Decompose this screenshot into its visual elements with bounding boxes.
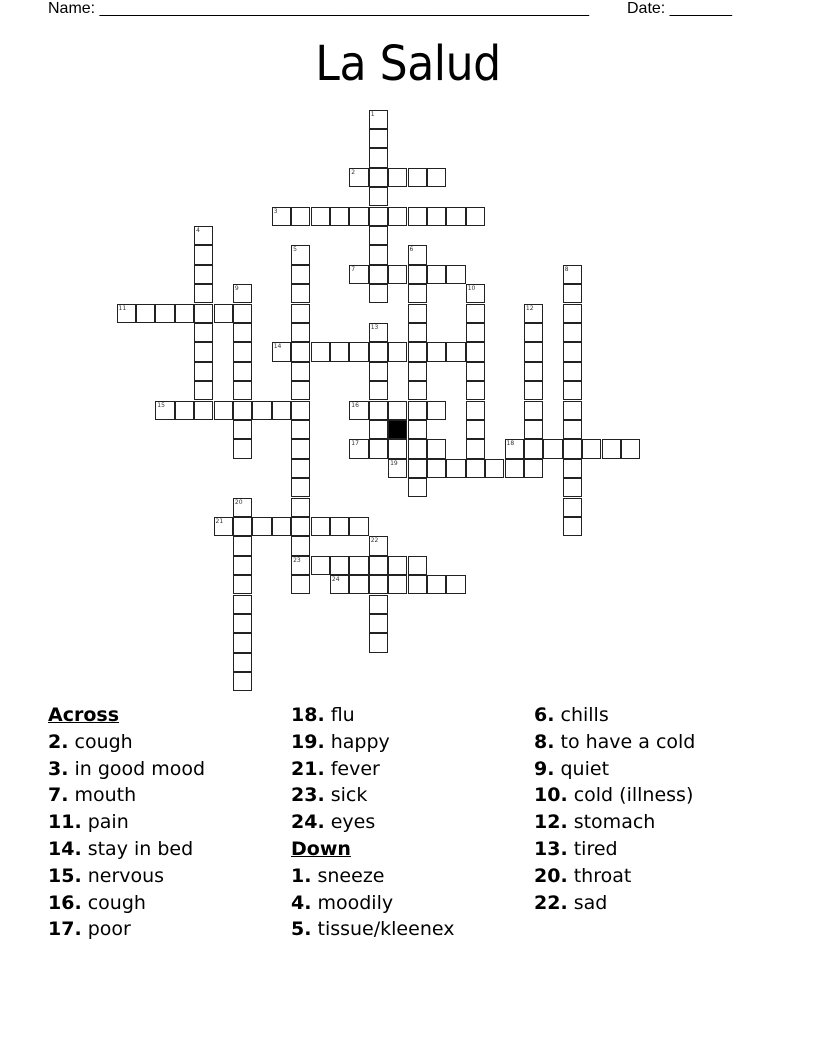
grid-cell[interactable] xyxy=(272,207,291,226)
grid-cell[interactable] xyxy=(582,439,601,458)
grid-cell[interactable] xyxy=(291,342,310,361)
grid-cell[interactable] xyxy=(330,517,349,536)
grid-cell[interactable] xyxy=(524,304,543,323)
clue-text: eyes xyxy=(324,811,376,834)
grid-cell[interactable] xyxy=(369,595,388,614)
clue-heading: Down xyxy=(291,837,351,860)
grid-cell[interactable] xyxy=(446,575,465,594)
grid-cell[interactable] xyxy=(427,575,446,594)
grid-cell[interactable] xyxy=(388,168,407,187)
clue-number: 5 xyxy=(293,246,297,254)
grid-cell[interactable] xyxy=(214,517,233,536)
grid-cell[interactable] xyxy=(233,633,252,652)
grid-cell[interactable] xyxy=(233,672,252,691)
grid-cell[interactable] xyxy=(369,110,388,129)
grid-cell[interactable] xyxy=(369,381,388,400)
grid-cell[interactable] xyxy=(291,265,310,284)
grid-cell[interactable] xyxy=(233,536,252,555)
grid-cell[interactable] xyxy=(408,168,427,187)
grid-cell[interactable] xyxy=(369,284,388,303)
grid-cell[interactable] xyxy=(291,304,310,323)
clue-item xyxy=(534,836,695,863)
grid-cell[interactable] xyxy=(369,168,388,187)
grid-cell[interactable] xyxy=(621,439,640,458)
clue-text: cold (illness) xyxy=(567,784,694,807)
grid-cell[interactable] xyxy=(369,439,388,458)
clue-item xyxy=(48,809,205,836)
grid-cell[interactable] xyxy=(446,342,465,361)
clue-item xyxy=(291,782,454,809)
grid-cell[interactable] xyxy=(291,536,310,555)
grid-cell[interactable] xyxy=(563,498,582,517)
grid-cell[interactable] xyxy=(408,401,427,420)
date-field-label: Date: _______ xyxy=(627,0,732,17)
grid-cell[interactable] xyxy=(408,575,427,594)
clue-item xyxy=(291,756,454,783)
grid-cell[interactable] xyxy=(563,478,582,497)
clue-number-label: 22. xyxy=(534,891,568,914)
grid-cell[interactable] xyxy=(272,342,291,361)
clue-number-label: 4. xyxy=(291,891,312,914)
clue-text: fever xyxy=(324,757,380,780)
grid-cell[interactable] xyxy=(408,381,427,400)
grid-cell[interactable] xyxy=(291,323,310,342)
clue-text: quiet xyxy=(554,757,610,780)
clue-item xyxy=(291,729,454,756)
clue-number: 14 xyxy=(273,343,282,351)
grid-cell[interactable] xyxy=(408,245,427,264)
grid-cell[interactable] xyxy=(194,226,213,245)
clue-number: 19 xyxy=(390,459,398,467)
grid-cell[interactable] xyxy=(543,439,562,458)
grid-cell[interactable] xyxy=(369,148,388,167)
grid-cell[interactable] xyxy=(194,284,213,303)
grid-cell[interactable] xyxy=(175,304,194,323)
grid-cell[interactable] xyxy=(349,575,368,594)
grid-cell[interactable] xyxy=(233,439,252,458)
clue-text: sick xyxy=(324,784,368,807)
clue-number: 4 xyxy=(196,226,200,234)
grid-cell[interactable] xyxy=(291,381,310,400)
clue-item xyxy=(48,782,205,809)
clue-text: cough xyxy=(81,891,146,914)
grid-cell[interactable] xyxy=(214,304,233,323)
clue-number: 3 xyxy=(273,207,278,215)
grid-cell[interactable] xyxy=(427,459,446,478)
clue-number-label: 9. xyxy=(534,757,555,780)
grid-cell[interactable] xyxy=(466,323,485,342)
grid-cell[interactable] xyxy=(427,265,446,284)
grid-cell[interactable] xyxy=(233,420,252,439)
grid-cell[interactable] xyxy=(524,459,543,478)
clue-heading: Across xyxy=(48,704,120,726)
grid-cell[interactable] xyxy=(233,284,252,303)
grid-cell[interactable] xyxy=(369,226,388,245)
grid-cell[interactable] xyxy=(349,517,368,536)
grid-cell[interactable] xyxy=(563,323,582,342)
grid-cell[interactable] xyxy=(408,478,427,497)
grid-cell[interactable] xyxy=(214,401,233,420)
clue-text: happy xyxy=(324,730,390,753)
grid-cell[interactable] xyxy=(291,556,310,575)
clue-text: pain xyxy=(81,811,129,834)
grid-cell[interactable] xyxy=(446,265,465,284)
grid-cell[interactable] xyxy=(563,265,582,284)
clue-number: 2 xyxy=(351,168,356,176)
grid-cell[interactable] xyxy=(408,459,427,478)
clue-number: 13 xyxy=(370,323,379,331)
grid-cell[interactable] xyxy=(602,439,621,458)
grid-cell[interactable] xyxy=(466,304,485,323)
grid-cell[interactable] xyxy=(505,439,524,458)
clue-text: sad xyxy=(567,891,608,914)
grid-cell[interactable] xyxy=(272,401,291,420)
clue-item xyxy=(291,916,454,943)
grid-cell[interactable] xyxy=(524,342,543,361)
clue-number: 24 xyxy=(331,576,340,584)
grid-cell[interactable] xyxy=(369,129,388,148)
clue-number-label: 3. xyxy=(48,757,69,780)
grid-cell[interactable] xyxy=(563,439,582,458)
clue-item xyxy=(48,756,205,783)
grid-cell[interactable] xyxy=(194,401,213,420)
grid-cell[interactable] xyxy=(194,362,213,381)
grid-cell[interactable] xyxy=(175,401,194,420)
grid-cell[interactable] xyxy=(291,207,310,226)
clue-number: 15 xyxy=(157,401,165,409)
grid-cell[interactable] xyxy=(349,207,368,226)
clue-number: 16 xyxy=(351,401,359,409)
grid-cell[interactable] xyxy=(291,439,310,458)
grid-cell[interactable] xyxy=(563,459,582,478)
clue-item xyxy=(48,890,205,917)
clue-number-label: 11. xyxy=(48,811,82,834)
clue-number-label: 8. xyxy=(534,730,555,753)
clue-item xyxy=(48,863,205,890)
grid-cell[interactable] xyxy=(388,439,407,458)
grid-cell[interactable] xyxy=(563,342,582,361)
clue-number-label: 20. xyxy=(534,864,568,887)
grid-cell[interactable] xyxy=(524,323,543,342)
clue-number: 9 xyxy=(234,285,239,293)
grid-cell[interactable] xyxy=(369,207,388,226)
grid-cell[interactable] xyxy=(155,304,174,323)
clue-text: stay in bed xyxy=(81,837,194,860)
grid-cell[interactable] xyxy=(291,517,310,536)
grid-cell[interactable] xyxy=(388,342,407,361)
grid-cell[interactable] xyxy=(466,401,485,420)
grid-cell[interactable] xyxy=(194,245,213,264)
clue-column-2 xyxy=(291,702,454,943)
grid-cell[interactable] xyxy=(369,401,388,420)
clue-number-label: 5. xyxy=(291,918,312,941)
grid-cell[interactable] xyxy=(466,342,485,361)
grid-cell[interactable] xyxy=(194,381,213,400)
page-title: La Salud xyxy=(315,36,501,92)
clue-number: 11 xyxy=(118,304,127,312)
grid-cell[interactable] xyxy=(388,575,407,594)
clue-number: 22 xyxy=(370,537,379,545)
grid-cell[interactable] xyxy=(446,459,465,478)
clue-text: tired xyxy=(567,837,618,860)
grid-cell[interactable] xyxy=(408,420,427,439)
clue-text: nervous xyxy=(81,864,165,887)
grid-cell[interactable] xyxy=(291,478,310,497)
grid-cell[interactable] xyxy=(349,265,368,284)
grid-cell[interactable] xyxy=(524,401,543,420)
grid-cell[interactable] xyxy=(408,439,427,458)
grid-cell[interactable] xyxy=(369,420,388,439)
grid-cell[interactable] xyxy=(466,284,485,303)
grid-cell[interactable] xyxy=(369,575,388,594)
grid-cell[interactable] xyxy=(233,342,252,361)
grid-cell[interactable] xyxy=(369,187,388,206)
grid-cell[interactable] xyxy=(563,420,582,439)
grid-cell[interactable] xyxy=(563,304,582,323)
grid-cell[interactable] xyxy=(563,517,582,536)
grid-cell[interactable] xyxy=(388,265,407,284)
grid-cell[interactable] xyxy=(408,304,427,323)
grid-cell[interactable] xyxy=(233,653,252,672)
clue-number-label: 1. xyxy=(291,864,312,887)
clue-number: 7 xyxy=(351,265,356,273)
grid-cell[interactable] xyxy=(369,323,388,342)
grid-cell[interactable] xyxy=(369,556,388,575)
clue-number-label: 10. xyxy=(534,784,568,807)
grid-cell[interactable] xyxy=(291,459,310,478)
grid-cell[interactable] xyxy=(349,168,368,187)
grid-cell[interactable] xyxy=(408,556,427,575)
grid-cell[interactable] xyxy=(563,401,582,420)
grid-cell[interactable] xyxy=(388,207,407,226)
clue-number-label: 12. xyxy=(534,811,568,834)
clue-text: poor xyxy=(81,918,131,941)
clue-text: to have a cold xyxy=(554,730,696,753)
clue-number: 1 xyxy=(370,110,375,118)
grid-cell[interactable] xyxy=(466,362,485,381)
clue-item xyxy=(534,890,695,917)
grid-cell[interactable] xyxy=(466,439,485,458)
clue-number: 10 xyxy=(467,285,476,293)
clue-column-1 xyxy=(48,702,205,943)
clue-item xyxy=(48,729,205,756)
grid-cell[interactable] xyxy=(446,207,465,226)
grid-cell[interactable] xyxy=(311,342,330,361)
clue-number-label: 15. xyxy=(48,864,82,887)
grid-cell[interactable] xyxy=(311,517,330,536)
clue-item xyxy=(291,809,454,836)
clue-item xyxy=(291,702,454,729)
clue-item xyxy=(48,836,205,863)
clue-text: tissue/kleenex xyxy=(311,918,455,941)
grid-cell[interactable] xyxy=(369,245,388,264)
clue-item xyxy=(291,890,454,917)
clue-item xyxy=(48,916,205,943)
grid-cell[interactable] xyxy=(233,381,252,400)
grid-cell[interactable] xyxy=(233,517,252,536)
grid-cell[interactable] xyxy=(233,556,252,575)
grid-cell[interactable] xyxy=(427,439,446,458)
grid-cell[interactable] xyxy=(194,323,213,342)
grid-cell[interactable] xyxy=(369,265,388,284)
clue-item xyxy=(534,863,695,890)
grid-cell[interactable] xyxy=(427,401,446,420)
grid-cell[interactable] xyxy=(291,575,310,594)
grid-cell[interactable] xyxy=(272,517,291,536)
clue-number-label: 16. xyxy=(48,891,82,914)
grid-cell[interactable] xyxy=(311,207,330,226)
grid-cell[interactable] xyxy=(349,342,368,361)
grid-cell[interactable] xyxy=(505,459,524,478)
clue-item xyxy=(291,863,454,890)
clue-number: 8 xyxy=(564,265,569,273)
clue-number-label: 21. xyxy=(291,757,325,780)
grid-cell[interactable] xyxy=(330,575,349,594)
grid-cell[interactable] xyxy=(388,459,407,478)
clue-number: 12 xyxy=(525,304,534,312)
clue-number: 23 xyxy=(293,556,301,564)
grid-cell[interactable] xyxy=(524,420,543,439)
grid-cell[interactable] xyxy=(408,323,427,342)
grid-cell[interactable] xyxy=(369,342,388,361)
grid-cell[interactable] xyxy=(408,265,427,284)
grid-cell[interactable] xyxy=(369,536,388,555)
grid-cell[interactable] xyxy=(485,459,504,478)
clue-number: 18 xyxy=(506,440,515,448)
clue-number-label: 14. xyxy=(48,837,82,860)
clue-text: in good mood xyxy=(68,757,206,780)
clue-text: throat xyxy=(567,864,632,887)
grid-cell[interactable] xyxy=(369,614,388,633)
clue-column-3 xyxy=(534,702,695,916)
grid-cell[interactable] xyxy=(330,207,349,226)
grid-cell[interactable] xyxy=(563,284,582,303)
grid-cell[interactable] xyxy=(233,401,252,420)
clue-number: 17 xyxy=(351,440,359,448)
grid-cell[interactable] xyxy=(233,595,252,614)
grid-cell[interactable] xyxy=(466,459,485,478)
grid-cell[interactable] xyxy=(563,362,582,381)
grid-cell[interactable] xyxy=(524,381,543,400)
grid-cell[interactable] xyxy=(291,401,310,420)
clue-text: chills xyxy=(554,704,609,726)
grid-cell[interactable] xyxy=(408,284,427,303)
grid-cell[interactable] xyxy=(194,304,213,323)
grid-cell[interactable] xyxy=(233,575,252,594)
grid-cell[interactable] xyxy=(466,207,485,226)
grid-cell[interactable] xyxy=(369,362,388,381)
clue-text: mouth xyxy=(68,784,137,807)
grid-cell[interactable] xyxy=(408,342,427,361)
grid-cell[interactable] xyxy=(330,556,349,575)
clue-text: flu xyxy=(324,704,355,726)
grid-cell[interactable] xyxy=(311,556,330,575)
grid-cell[interactable] xyxy=(563,381,582,400)
clue-number: 20 xyxy=(234,498,243,506)
black-cell xyxy=(388,420,407,439)
grid-cell[interactable] xyxy=(291,420,310,439)
grid-cell[interactable] xyxy=(427,342,446,361)
grid-cell[interactable] xyxy=(252,401,271,420)
clue-item xyxy=(534,729,695,756)
grid-cell[interactable] xyxy=(233,323,252,342)
clue-text: sneeze xyxy=(311,864,385,887)
grid-cell[interactable] xyxy=(524,362,543,381)
clue-number-label: 24. xyxy=(291,811,325,834)
grid-cell[interactable] xyxy=(369,633,388,652)
grid-cell[interactable] xyxy=(291,498,310,517)
grid-cell[interactable] xyxy=(233,498,252,517)
clue-number-label: 7. xyxy=(48,784,69,807)
grid-cell[interactable] xyxy=(524,439,543,458)
grid-cell[interactable] xyxy=(117,304,136,323)
clue-number: 21 xyxy=(215,517,224,525)
clue-number-label: 19. xyxy=(291,730,325,753)
grid-cell[interactable] xyxy=(291,284,310,303)
clue-text: cough xyxy=(68,730,133,753)
grid-cell[interactable] xyxy=(349,401,368,420)
grid-cell[interactable] xyxy=(291,362,310,381)
grid-cell[interactable] xyxy=(155,401,174,420)
clue-number-label: 23. xyxy=(291,784,325,807)
clue-text: stomach xyxy=(567,811,656,834)
grid-cell[interactable] xyxy=(291,245,310,264)
grid-cell[interactable] xyxy=(408,207,427,226)
clue-number: 6 xyxy=(409,246,414,254)
grid-cell[interactable] xyxy=(349,556,368,575)
grid-cell[interactable] xyxy=(466,420,485,439)
grid-cell[interactable] xyxy=(330,342,349,361)
grid-cell[interactable] xyxy=(427,168,446,187)
grid-cell[interactable] xyxy=(408,362,427,381)
grid-cell[interactable] xyxy=(136,304,155,323)
grid-cell[interactable] xyxy=(388,556,407,575)
grid-cell[interactable] xyxy=(427,207,446,226)
grid-cell[interactable] xyxy=(233,304,252,323)
clue-number-label: 6. xyxy=(534,704,555,726)
clue-number-label: 2. xyxy=(48,730,69,753)
grid-cell[interactable] xyxy=(233,614,252,633)
grid-cell[interactable] xyxy=(252,517,271,536)
grid-cell[interactable] xyxy=(388,401,407,420)
grid-cell[interactable] xyxy=(194,265,213,284)
clue-number-label: 13. xyxy=(534,837,568,860)
clue-number-label: 18. xyxy=(291,704,325,726)
clue-text: moodily xyxy=(311,891,394,914)
grid-cell[interactable] xyxy=(466,381,485,400)
clue-item xyxy=(534,702,695,729)
grid-cell[interactable] xyxy=(349,439,368,458)
grid-cell[interactable] xyxy=(194,342,213,361)
clue-item xyxy=(534,756,695,783)
clue-number-label: 17. xyxy=(48,918,82,941)
clue-item xyxy=(534,809,695,836)
clue-item xyxy=(534,782,695,809)
name-field-label: Name: _______________________________________________________ xyxy=(48,0,589,17)
grid-cell[interactable] xyxy=(233,362,252,381)
